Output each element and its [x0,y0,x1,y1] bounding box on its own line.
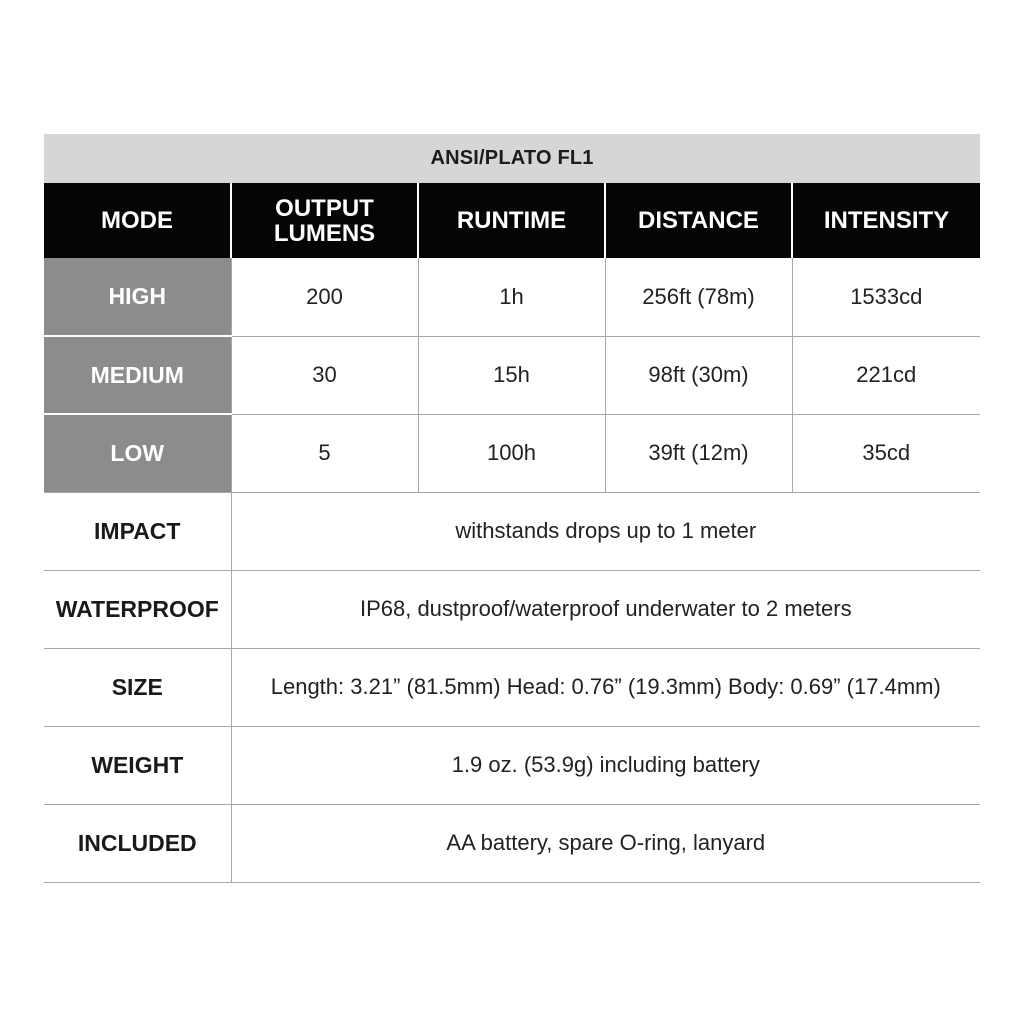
spec-row-weight [44,726,980,804]
spec-row-size [44,648,980,726]
spec-label: WEIGHT [44,726,231,804]
mode-row-low [44,414,980,492]
table-title-row [44,134,980,183]
header-runtime: RUNTIME [418,183,605,258]
spec-value: AA battery, spare O-ring, lanyard [231,804,980,882]
spec-table [44,134,980,883]
header-intensity: INTENSITY [792,183,980,258]
mode-name: HIGH [44,258,231,336]
mode-name: LOW [44,414,231,492]
header-output-line2: LUMENS [273,219,376,247]
mode-row-high [44,258,980,336]
spec-label: INCLUDED [44,804,231,882]
mode-lumens: 200 [231,258,418,336]
mode-distance: 98ft (30m) [605,336,792,414]
mode-runtime: 15h [418,336,605,414]
mode-row-medium [44,336,980,414]
header-mode: MODE [44,183,231,258]
mode-distance: 39ft (12m) [605,414,792,492]
header-distance: DISTANCE [605,183,792,258]
table-title: ANSI/PLATO FL1 [44,134,980,183]
spec-label: SIZE [44,648,231,726]
spec-label: IMPACT [44,492,231,570]
spec-row-waterproof [44,570,980,648]
mode-distance: 256ft (78m) [605,258,792,336]
spec-value: IP68, dustproof/waterproof underwater to 2 meters [231,570,980,648]
spec-label: WATERPROOF [44,570,231,648]
spec-value: 1.9 oz. (53.9g) including battery [231,726,980,804]
spec-value: Length: 3.21” (81.5mm) Head: 0.76” (19.3mm) Body: 0.69” (17.4mm) [231,648,980,726]
spec-row-included [44,804,980,882]
mode-intensity: 1533cd [792,258,980,336]
header-output-line1: OUTPUT [275,194,374,222]
mode-lumens: 30 [231,336,418,414]
header-output-lumens [231,183,418,258]
spec-row-impact [44,492,980,570]
mode-intensity: 221cd [792,336,980,414]
table-header-row [44,183,980,258]
mode-name: MEDIUM [44,336,231,414]
mode-lumens: 5 [231,414,418,492]
mode-intensity: 35cd [792,414,980,492]
mode-runtime: 100h [418,414,605,492]
mode-runtime: 1h [418,258,605,336]
spec-value: withstands drops up to 1 meter [231,492,980,570]
